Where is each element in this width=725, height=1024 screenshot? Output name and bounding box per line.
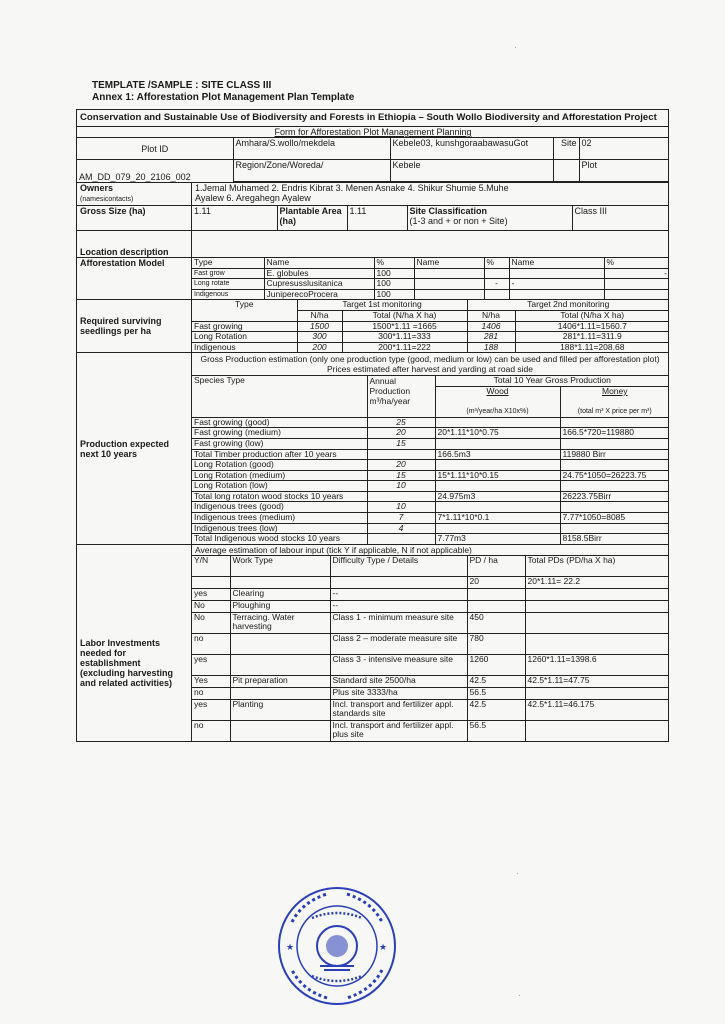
aff-col-name1: Name bbox=[264, 258, 374, 268]
seedling-type: Fast growing bbox=[192, 321, 297, 332]
aff-type: Indigenous bbox=[192, 289, 264, 299]
total-10-year-header: Total 10 Year Gross Production bbox=[435, 376, 669, 387]
owners-line2: Ayalew 6. Aregahegn Ayalew bbox=[195, 193, 311, 203]
gross-size-value: 1.11 bbox=[194, 206, 211, 216]
labor-difficulty: Incl. transport and fertilizer appl. plus site bbox=[330, 720, 467, 741]
seedling-n2: 281 bbox=[467, 332, 515, 343]
labor-yn: no bbox=[192, 687, 230, 699]
money-value bbox=[560, 502, 669, 513]
table-row bbox=[192, 600, 669, 612]
labor-work: Ploughing bbox=[230, 600, 330, 612]
aff-pct3 bbox=[604, 289, 669, 299]
species-label: Fast growing (low) bbox=[192, 438, 367, 449]
wood-subheader: (m³/year/ha X10x%) bbox=[466, 408, 529, 416]
labor-pd: 42.5 bbox=[467, 675, 525, 687]
aff-name2 bbox=[414, 289, 484, 299]
labor-label: Labor Investments needed for establishment (excluding harvesting and related activities) bbox=[77, 544, 192, 741]
seedling-type: Long Rotation bbox=[192, 332, 297, 343]
table-row bbox=[192, 523, 669, 534]
aff-pct2 bbox=[484, 268, 509, 279]
labor-pd: 56.5 bbox=[467, 720, 525, 741]
owners-sublabel: (namesicontacts) bbox=[80, 196, 134, 203]
table-row bbox=[192, 675, 669, 687]
labor-pd: 780 bbox=[467, 633, 525, 654]
plot-label: Plot bbox=[579, 160, 669, 182]
aff-col-type: Type bbox=[192, 258, 264, 268]
labor-difficulty: Plus site 3333/ha bbox=[330, 687, 467, 699]
money-value: 7.77*1050=8085 bbox=[560, 513, 669, 524]
labor-total: 20*1.11= 22.2 bbox=[525, 576, 669, 588]
aff-col-pct3: % bbox=[604, 258, 669, 268]
svg-text:★: ★ bbox=[379, 943, 388, 953]
production-label bbox=[77, 353, 192, 545]
labor-work: Terracing. Water harvesting bbox=[230, 612, 330, 633]
seedling-n2: 1406 bbox=[467, 321, 515, 332]
labor-total: 42.5*1.11=47.75 bbox=[525, 675, 669, 687]
money-value bbox=[560, 523, 669, 534]
labor-work bbox=[230, 633, 330, 654]
wood-value bbox=[435, 502, 560, 513]
money-value bbox=[560, 481, 669, 492]
labor-yn: No bbox=[192, 612, 230, 633]
annual-value: 15 bbox=[367, 470, 435, 481]
table-row bbox=[192, 342, 669, 352]
aff-name3 bbox=[509, 268, 604, 279]
labor-work: Pit preparation bbox=[230, 675, 330, 687]
table-row bbox=[192, 268, 669, 279]
labor-pd: 1260 bbox=[467, 654, 525, 675]
total-header-1: Total (N/ha X ha) bbox=[342, 310, 467, 321]
labor-yn: no bbox=[192, 633, 230, 654]
nha-header-1: N/ha bbox=[297, 310, 342, 321]
table-row bbox=[192, 576, 669, 588]
labor-difficulty: Class 3 - intensive measure site bbox=[330, 654, 467, 675]
total-row bbox=[192, 491, 669, 502]
annual-value: 20 bbox=[367, 460, 435, 471]
labor-total bbox=[525, 633, 669, 654]
seedlings-table bbox=[192, 300, 669, 352]
total-row bbox=[192, 534, 669, 544]
aff-col-name2: Name bbox=[414, 258, 484, 268]
labor-total bbox=[525, 720, 669, 741]
aff-name: E. globules bbox=[264, 268, 374, 279]
table-row bbox=[192, 481, 669, 492]
aff-pct: 100 bbox=[374, 289, 414, 299]
aff-type: Fast grow bbox=[192, 268, 264, 279]
afforestation-model-label: Afforestation Model bbox=[77, 258, 192, 300]
money-value: 24.75*1050=26223.75 bbox=[560, 470, 669, 481]
seedlings-label: Required surviving seedlings per ha bbox=[77, 300, 192, 353]
site-class-label: Site Classification bbox=[409, 206, 488, 216]
seedling-n2: 188 bbox=[467, 342, 515, 352]
scan-speck: · bbox=[518, 990, 521, 1000]
money-value bbox=[560, 417, 669, 428]
aff-name3: - bbox=[509, 279, 604, 290]
species-label: Fast growing (good) bbox=[192, 417, 367, 428]
labor-pd bbox=[467, 600, 525, 612]
labor-pd: 450 bbox=[467, 612, 525, 633]
labor-work: Planting bbox=[230, 699, 330, 720]
wood-value bbox=[435, 523, 560, 534]
form-title: Form for Afforestation Plot Management Planning bbox=[77, 127, 669, 138]
money-value bbox=[560, 438, 669, 449]
labor-work: Clearing bbox=[230, 588, 330, 600]
aff-type: Long rotate bbox=[192, 279, 264, 290]
table-row bbox=[192, 612, 669, 633]
labor-pd: 20 bbox=[467, 576, 525, 588]
labor-work-header: Work Type bbox=[230, 556, 330, 577]
seedling-n1: 200 bbox=[297, 342, 342, 352]
annex-heading: Annex 1: Afforestation Plot Management Plan Template bbox=[92, 92, 355, 103]
aff-col-pct2: % bbox=[484, 258, 509, 268]
seedling-t2: 188*1.11=208.68 bbox=[515, 342, 669, 352]
annual-value: 15 bbox=[367, 438, 435, 449]
aff-name: JuniperecoProcera bbox=[264, 289, 374, 299]
aff-pct: 100 bbox=[374, 279, 414, 290]
production-label-text: Production expected next 10 years bbox=[80, 438, 170, 459]
wood-value bbox=[435, 438, 560, 449]
plot-id-label: Plot ID bbox=[77, 138, 233, 160]
table-row bbox=[192, 289, 669, 299]
money-value: 26223.75Birr bbox=[560, 491, 669, 502]
table-row bbox=[192, 633, 669, 654]
table-row bbox=[192, 460, 669, 471]
table-row bbox=[192, 513, 669, 524]
annual-value bbox=[367, 449, 435, 460]
labor-difficulty: Class 1 - minimum measure site bbox=[330, 612, 467, 633]
species-label: Total Timber production after 10 years bbox=[192, 449, 367, 460]
scan-speck: · bbox=[516, 868, 519, 878]
wood-value: 20*1.11*10*0.75 bbox=[435, 428, 560, 439]
annual-value: 7 bbox=[367, 513, 435, 524]
wood-header: Wood bbox=[486, 386, 509, 396]
seedling-n1: 1500 bbox=[297, 321, 342, 332]
labor-yn: yes bbox=[192, 654, 230, 675]
labor-total: 42.5*1.11=46.175 bbox=[525, 699, 669, 720]
aff-name3 bbox=[509, 289, 604, 299]
labor-total: 1260*1.11=1398.6 bbox=[525, 654, 669, 675]
table-row bbox=[192, 332, 669, 343]
aff-name: Cupresusslusitanica bbox=[264, 279, 374, 290]
aff-pct3: - bbox=[604, 268, 669, 279]
species-label: Long Rotation (good) bbox=[192, 460, 367, 471]
template-heading: TEMPLATE /SAMPLE : SITE CLASS III bbox=[92, 80, 272, 91]
plantable-label: Plantable Area (ha) bbox=[277, 206, 347, 230]
table-row bbox=[192, 654, 669, 675]
wood-value bbox=[435, 417, 560, 428]
money-value bbox=[560, 460, 669, 471]
labor-pd-header: PD / ha bbox=[467, 556, 525, 577]
table-row bbox=[192, 279, 669, 290]
table-row bbox=[192, 588, 669, 600]
labor-note: Average estimation of labour input (tick Y if applicable, N if not applicable) bbox=[192, 545, 668, 556]
annual-value: 4 bbox=[367, 523, 435, 534]
labor-difficulty-header: Difficulty Type / Details bbox=[330, 556, 467, 577]
labor-difficulty: Incl. transport and fertilizer appl. standards site bbox=[330, 699, 467, 720]
plot-plan-table bbox=[76, 109, 669, 742]
official-seal-icon bbox=[272, 882, 402, 1010]
aff-pct: 100 bbox=[374, 268, 414, 279]
total-row bbox=[192, 449, 669, 460]
region-label: Region/Zone/Woreda/ bbox=[233, 160, 390, 182]
annual-value: 20 bbox=[367, 428, 435, 439]
labor-difficulty: -- bbox=[330, 588, 467, 600]
labor-difficulty: Standard site 2500/ha bbox=[330, 675, 467, 687]
table-row bbox=[192, 438, 669, 449]
labor-total bbox=[525, 588, 669, 600]
labor-work bbox=[230, 576, 330, 588]
seedling-t2: 1406*1.11=1560.7 bbox=[515, 321, 669, 332]
scan-speck: · bbox=[514, 42, 517, 52]
labor-yn: Yes bbox=[192, 675, 230, 687]
seedling-t2: 281*1.11=311.9 bbox=[515, 332, 669, 343]
labor-yn: No bbox=[192, 600, 230, 612]
money-value: 119880 Birr bbox=[560, 449, 669, 460]
target1-header: Target 1st monitoring bbox=[297, 300, 467, 310]
species-label: Long Rotation (low) bbox=[192, 481, 367, 492]
location-label: Location description bbox=[77, 231, 192, 258]
wood-value: 7*1.11*10*0.1 bbox=[435, 513, 560, 524]
labor-pd bbox=[467, 588, 525, 600]
seedling-type-header: Type bbox=[192, 300, 297, 321]
annual-production-header: Annual Production m³/ha/year bbox=[367, 376, 435, 417]
total-header-2: Total (N/ha X ha) bbox=[515, 310, 669, 321]
svg-text:★: ★ bbox=[286, 943, 295, 953]
table-row bbox=[192, 428, 669, 439]
site-value: 02 bbox=[579, 138, 669, 160]
wood-value bbox=[435, 481, 560, 492]
site-class-value: Class III bbox=[574, 206, 608, 216]
labor-work bbox=[230, 687, 330, 699]
annual-value: 10 bbox=[367, 481, 435, 492]
species-label: Fast growing (medium) bbox=[192, 428, 367, 439]
seedling-t1: 1500*1.11 =1665 bbox=[342, 321, 467, 332]
aff-name2 bbox=[414, 268, 484, 279]
species-label: Total Indigenous wood stocks 10 years bbox=[192, 534, 367, 544]
labor-work bbox=[230, 654, 330, 675]
wood-value: 166.5m3 bbox=[435, 449, 560, 460]
table-row bbox=[192, 470, 669, 481]
labor-work bbox=[230, 720, 330, 741]
labor-yn: yes bbox=[192, 588, 230, 600]
labor-difficulty bbox=[330, 576, 467, 588]
table-row bbox=[192, 417, 669, 428]
species-label: Long Rotation (medium) bbox=[192, 470, 367, 481]
target2-header: Target 2nd monitoring bbox=[467, 300, 669, 310]
wood-value: 24.975m3 bbox=[435, 491, 560, 502]
labor-difficulty: Class 2 – moderate measure site bbox=[330, 633, 467, 654]
species-label: Indigenous trees (good) bbox=[192, 502, 367, 513]
labor-yn bbox=[192, 576, 230, 588]
aff-col-name3: Name bbox=[509, 258, 604, 268]
table-row bbox=[192, 502, 669, 513]
aff-name2 bbox=[414, 279, 484, 290]
seedling-t1: 200*1.11=222 bbox=[342, 342, 467, 352]
site-class-hint: (1-3 and + or non + Site) bbox=[409, 216, 508, 226]
aff-pct2: - bbox=[484, 279, 509, 290]
species-label: Total long rotaton wood stocks 10 years bbox=[192, 491, 367, 502]
table-row bbox=[192, 321, 669, 332]
annual-value: 25 bbox=[367, 417, 435, 428]
seedling-t1: 300*1.11=333 bbox=[342, 332, 467, 343]
labor-total bbox=[525, 600, 669, 612]
nha-header-2: N/ha bbox=[467, 310, 515, 321]
owners-label: Owners bbox=[80, 183, 114, 193]
project-title: Conservation and Sustainable Use of Biodiversity and Forests in Ethiopia – South Wollo Biodiversity and Afforestation Project bbox=[77, 110, 669, 127]
kebele-value: Kebele03, kunshgoraabawasuGot bbox=[390, 138, 553, 160]
seedling-n1: 300 bbox=[297, 332, 342, 343]
labor-total-header: Total PDs (PD/ha X ha) bbox=[525, 556, 669, 577]
species-label: Indigenous trees (medium) bbox=[192, 513, 367, 524]
money-value: 166.5*720=119880 bbox=[560, 428, 669, 439]
afforestation-model-table bbox=[192, 258, 669, 299]
labor-pd: 56.5 bbox=[467, 687, 525, 699]
production-note: Gross Production estimation (only one production type (good, medium or low) can be used and filled per afforestation plot) Prices estimated after harvest and yarding at road side bbox=[200, 354, 660, 375]
annual-value bbox=[367, 491, 435, 502]
annual-value bbox=[367, 534, 435, 544]
wood-value: 15*1.11*10*0.15 bbox=[435, 470, 560, 481]
wood-value bbox=[435, 460, 560, 471]
labor-total bbox=[525, 612, 669, 633]
annual-value: 10 bbox=[367, 502, 435, 513]
site-label: Site bbox=[553, 138, 579, 160]
labor-pd: 42.5 bbox=[467, 699, 525, 720]
aff-col-pct1: % bbox=[374, 258, 414, 268]
plot-id-value: AM_DD_079_20_2106_002 bbox=[77, 160, 233, 182]
labor-table bbox=[192, 556, 669, 741]
species-type-header: Species Type bbox=[192, 376, 367, 417]
aff-pct3 bbox=[604, 279, 669, 290]
wood-value: 7.77m3 bbox=[435, 534, 560, 544]
labor-yn: no bbox=[192, 720, 230, 741]
labor-yn: yes bbox=[192, 699, 230, 720]
region-value: Amhara/S.wollo/mekdela bbox=[233, 138, 390, 160]
kebele-label: Kebele bbox=[390, 160, 553, 182]
seedling-type: Indigenous bbox=[192, 342, 297, 352]
plantable-value: 1.11 bbox=[347, 206, 407, 230]
species-label: Indigenous trees (low) bbox=[192, 523, 367, 534]
labor-total bbox=[525, 687, 669, 699]
table-row bbox=[192, 699, 669, 720]
aff-pct2 bbox=[484, 289, 509, 299]
table-row bbox=[192, 687, 669, 699]
money-header: Money bbox=[601, 386, 628, 396]
table-row bbox=[192, 720, 669, 741]
labor-yn-header: Y/N bbox=[192, 556, 230, 577]
money-subheader: (total m³ X price per m³) bbox=[577, 408, 652, 416]
production-table bbox=[192, 375, 669, 544]
money-value: 8158.5Birr bbox=[560, 534, 669, 544]
labor-difficulty: -- bbox=[330, 600, 467, 612]
gross-size-label: Gross Size (ha) bbox=[77, 206, 192, 231]
owners-line1: 1.Jemal Muhamed 2. Endris Kibrat 3. Menen Asnake 4. Shikur Shumie 5.Muhe bbox=[195, 183, 509, 193]
